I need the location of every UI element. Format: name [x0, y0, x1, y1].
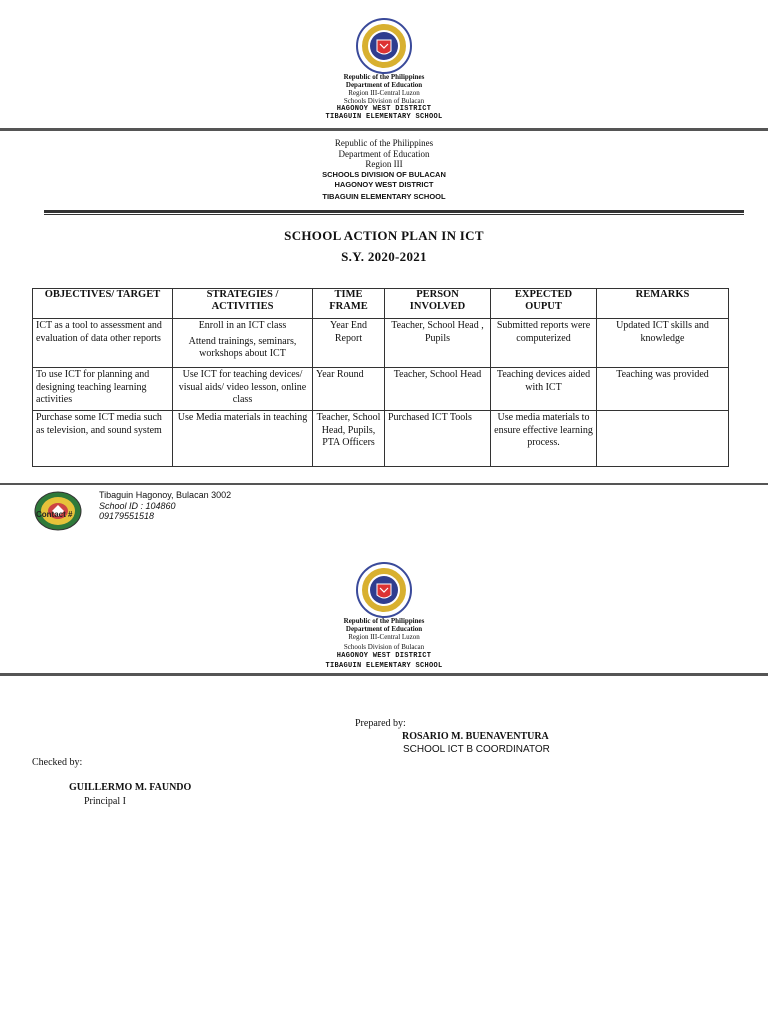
school-year: S.Y. 2020-2021 — [341, 249, 427, 264]
objective-cell: ICT as a tool to assessment and evaluation of data other reports — [33, 319, 173, 368]
column-header: OBJECTIVES/ TARGET — [33, 289, 173, 319]
table-header-row — [33, 289, 729, 319]
strategy-cell: Use Media materials in teaching — [173, 411, 313, 467]
school-name: TIBAGUIN ELEMENTARY SCHOOL — [325, 113, 443, 121]
column-header: TIME FRAME — [313, 289, 385, 319]
header-line: Republic of the Philippines — [334, 138, 434, 148]
page-title: SCHOOL ACTION PLAN IN ICT — [284, 228, 484, 243]
table-row — [33, 368, 729, 411]
objective-cell: Purchase some ICT media such as television, and sound system — [33, 411, 173, 467]
contact-label: Contact # — [36, 510, 73, 519]
header-line: Schools Division of Bulacan — [343, 97, 425, 105]
prepared-by-name: ROSARIO M. BUENAVENTURA — [402, 731, 549, 742]
deped-seal-icon — [356, 18, 412, 74]
checked-by-label: Checked by: — [32, 757, 83, 768]
header-divider — [44, 210, 744, 213]
school-name: TIBAGUIN ELEMENTARY SCHOOL — [322, 191, 446, 201]
output-cell: Submitted reports were computerized — [491, 319, 597, 368]
output-cell: Teaching devices aided with ICT — [491, 368, 597, 411]
time-frame-cell: Year Round — [313, 368, 385, 411]
header-line: Republic of the Philippines — [343, 73, 425, 81]
person-cell: Purchased ICT Tools — [385, 411, 491, 467]
prepared-by-label: Prepared by: — [355, 718, 406, 729]
prepared-by-title: SCHOOL ICT B COORDINATOR — [403, 744, 550, 755]
time-frame-cell: Teacher, School Head, Pupils, PTA Officers — [313, 411, 385, 467]
table-row — [33, 319, 729, 368]
person-cell: Teacher, School Head , Pupils — [385, 319, 491, 368]
header-block-1 — [0, 73, 768, 121]
time-frame-cell: Year End Report — [313, 319, 385, 368]
checked-by-name: GUILLERMO M. FAUNDO — [69, 782, 192, 793]
strategy-cell: Use ICT for teaching devices/ visual aids/ video lesson, online class — [173, 368, 313, 411]
header-block-3 — [0, 617, 768, 671]
division-name: SCHOOLS DIVISION OF BULACAN — [322, 169, 446, 179]
district-name: HAGONOY WEST DISTRICT — [336, 652, 432, 660]
table-row — [33, 411, 729, 467]
deped-seal-icon — [356, 562, 412, 618]
header-line: Region III-Central Luzon — [348, 89, 420, 97]
strategy-cell — [173, 319, 313, 368]
person-cell: Teacher, School Head — [385, 368, 491, 411]
header-divider-thin — [44, 214, 744, 215]
footer-divider — [0, 483, 768, 485]
column-header: EXPECTED OUPUT — [491, 289, 597, 319]
checked-by-title: Principal I — [84, 796, 126, 807]
header-divider — [0, 128, 768, 131]
header-line: Department of Education — [345, 625, 423, 633]
strategy-text: Attend trainings, seminars, workshops about ICT — [188, 335, 297, 359]
school-address: Tibaguin Hagonoy, Bulacan 3002 — [99, 490, 232, 500]
contact-number: 09179551518 — [99, 511, 155, 521]
school-id: School ID : 104860 — [99, 500, 176, 511]
header-line: Republic of the Philippines — [343, 617, 425, 625]
header-line: Region III — [365, 159, 403, 169]
action-plan-table — [32, 288, 729, 467]
header-block-2 — [0, 138, 768, 203]
footer-info — [99, 490, 231, 522]
remarks-cell — [597, 411, 729, 467]
district-name: HAGONOY WEST DISTRICT — [334, 180, 434, 189]
remarks-cell: Updated ICT skills and knowledge — [597, 319, 729, 368]
header-line: Region III-Central Luzon — [348, 633, 420, 641]
school-name: TIBAGUIN ELEMENTARY SCHOOL — [325, 661, 443, 670]
header-divider — [0, 673, 768, 676]
header-line: Schools Division of Bulacan — [343, 642, 425, 651]
column-header: STRATEGIES / ACTIVITIES — [173, 289, 313, 319]
remarks-cell: Teaching was provided — [597, 368, 729, 411]
header-line: Department of Education — [338, 148, 430, 159]
header-line: Department of Education — [345, 81, 423, 89]
objective-cell: To use ICT for planning and designing teaching learning activities — [33, 368, 173, 411]
column-header: REMARKS — [597, 289, 729, 319]
strategy-text: Enroll in an ICT class — [198, 320, 287, 331]
column-header: PERSON INVOLVED — [385, 289, 491, 319]
district-name: HAGONOY WEST DISTRICT — [336, 105, 432, 113]
output-cell: Use media materials to ensure effective learning process. — [491, 411, 597, 467]
